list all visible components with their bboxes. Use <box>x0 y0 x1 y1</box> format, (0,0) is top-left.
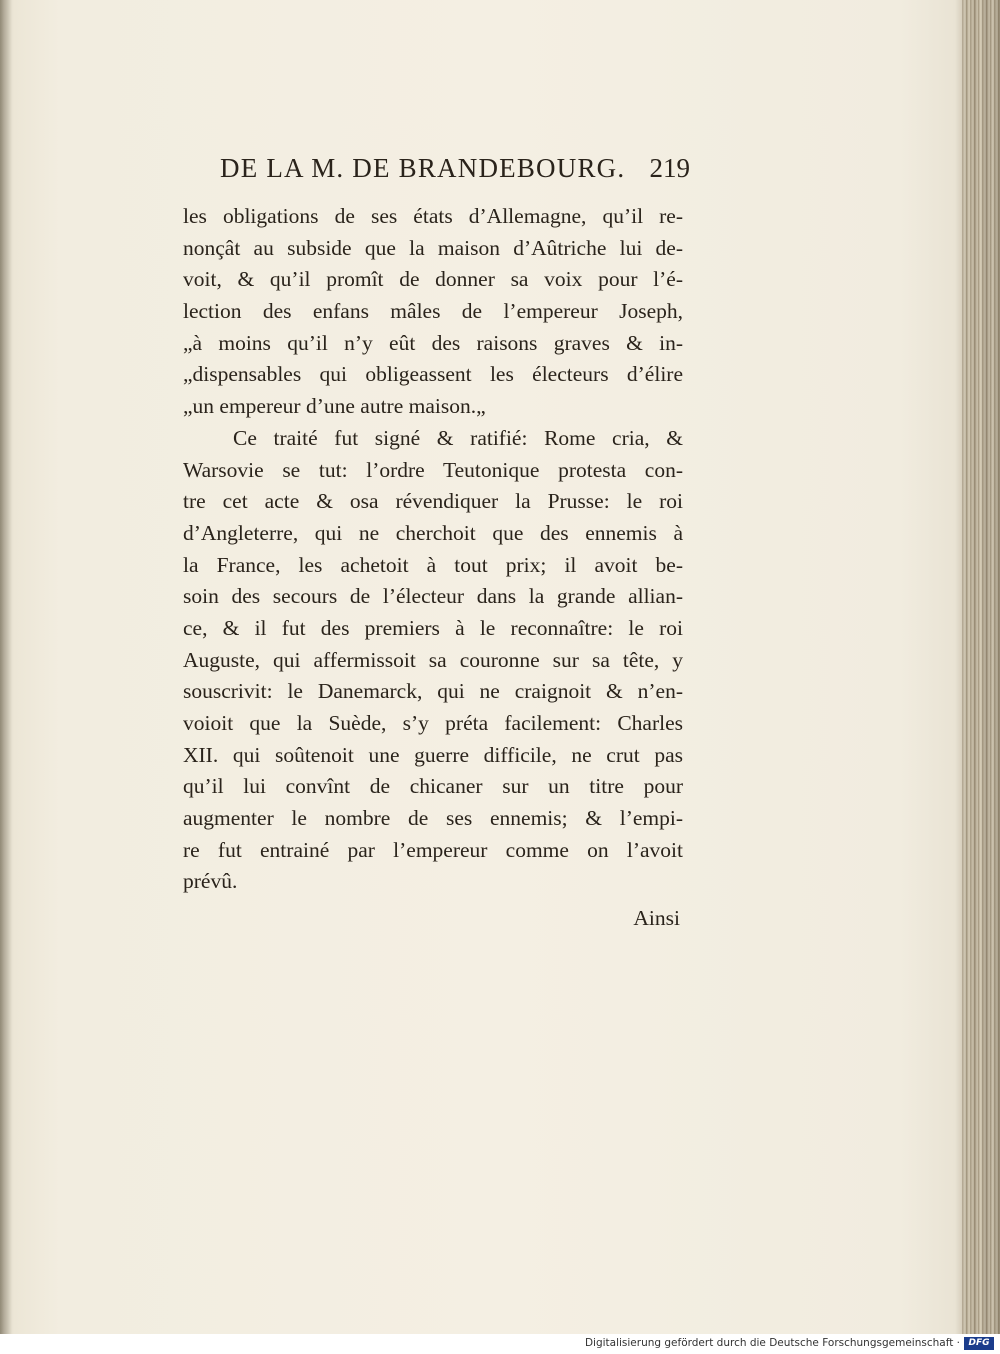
running-head <box>220 153 690 193</box>
digitization-footer <box>0 1334 1000 1354</box>
text-line: „dispensables qui obligeassent les électeurs d’élire <box>183 362 683 387</box>
text-line: augmenter le nombre de ses ennemis; & l’empi- <box>183 806 683 831</box>
text-line: XII. qui soûtenoit une guerre difficile, ne crut pas <box>183 742 683 767</box>
catchword: Ainsi <box>633 906 680 930</box>
page-number: 219 <box>649 153 690 183</box>
text-line: voit, & qu’il promît de donner sa voix pour l’é- <box>183 267 683 292</box>
dfg-logo-icon: DFG <box>964 1337 994 1350</box>
page-edges <box>962 0 1000 1334</box>
body-text <box>183 201 683 898</box>
text-line: d’Angleterre, qui ne cherchoit que des ennemis à <box>183 520 683 545</box>
text-line: re fut entrainé par l’empereur comme on l’avoit <box>183 837 683 862</box>
text-line: souscrivit: le Danemarck, qui ne craignoit & n’en- <box>183 679 683 704</box>
text-line: soin des secours de l’électeur dans la grande allian- <box>183 584 683 609</box>
text-line: la France, les achetoit à tout prix; il avoit be- <box>183 552 683 577</box>
footer-credit: Digitalisierung gefördert durch die Deutsche Forschungsgemeinschaft · <box>584 1337 960 1349</box>
text-line: nonçât au subside que la maison d’Aûtriche lui de- <box>183 235 683 260</box>
text-line: ce, & il fut des premiers à le reconnaître: le roi <box>183 615 683 640</box>
text-line: lection des enfans mâles de l’empereur Joseph, <box>183 299 683 324</box>
text-line: „un empereur d’une autre maison.„ <box>183 394 486 419</box>
spine-shadow <box>0 0 12 1334</box>
text-line: voioit que la Suède, s’y préta facilement: Charles <box>183 711 683 735</box>
running-head-title: DE LA M. DE BRANDEBOURG. <box>220 153 626 183</box>
text-line: prévû. <box>183 869 238 894</box>
text-line: Warsovie se tut: l’ordre Teutonique protesta con- <box>183 457 683 482</box>
text-line: tre cet acte & osa révendiquer la Prusse: le roi <box>183 489 683 514</box>
text-line-paragraph-start: Ce traité fut signé & ratifié: Rome cria, & <box>233 425 683 450</box>
text-line: les obligations de ses états d’Allemagne, qu’il re- <box>183 204 683 228</box>
text-line: Auguste, qui affermissoit sa couronne sur sa tête, y <box>183 647 683 672</box>
text-line: qu’il lui convînt de chicaner sur un titre pour <box>183 774 683 799</box>
text-line: „à moins qu’il n’y eût des raisons graves & in- <box>183 330 683 355</box>
